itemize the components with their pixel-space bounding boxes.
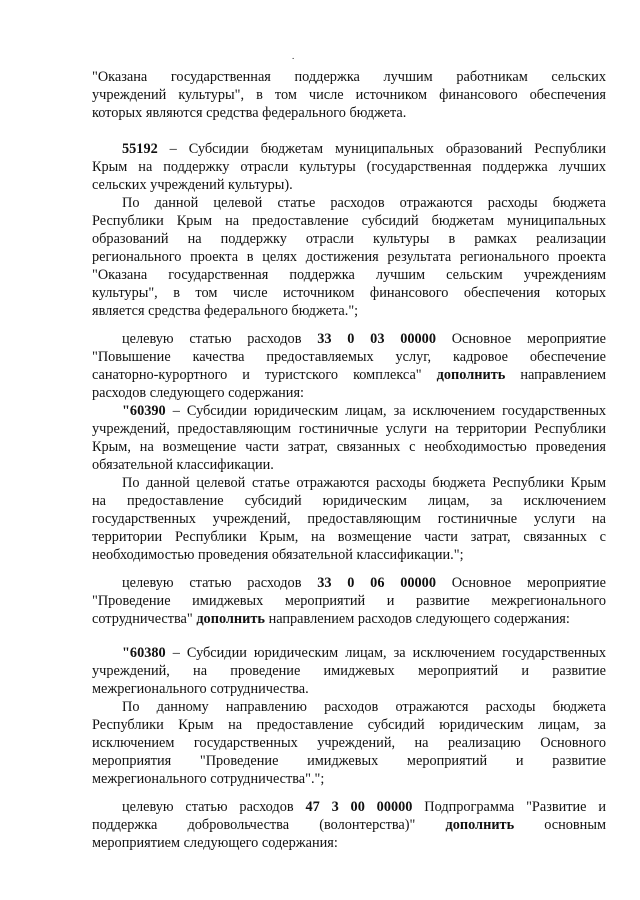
text-line: санаторно-курортного и туристского комплекса" дополнить направлением: [92, 367, 606, 383]
text-line: мероприятия "Проведение имиджевых мероприятий и развитие: [92, 753, 606, 769]
text-line: "60390 – Субсидии юридическим лицам, за исключением государственных: [122, 403, 606, 419]
text-line: По данной целевой статье отражаются расходы бюджета Республики Крым: [122, 475, 606, 491]
text-line: По данному направлению расходов отражаются расходы бюджета: [122, 699, 606, 715]
text-line: "Оказана государственная поддержка лучшим сельским учреждениям: [92, 267, 606, 283]
text-line: территории Республики Крым, на возмещение части затрат, связанных с: [92, 529, 606, 545]
text-line: Республики Крым на предоставление субсидий юридическим лицам, за: [92, 717, 606, 733]
text-line: По данной целевой статье расходов отражаются расходы бюджета: [122, 195, 606, 211]
budget-code: 33 0 03 00000: [317, 331, 436, 347]
text-line: образований на поддержку отрасли культуры в рамках реализации: [92, 231, 606, 247]
budget-code: 47 3 00 00000: [305, 799, 413, 815]
text-line: исключением государственных учреждений, на реализацию Основного: [92, 735, 606, 751]
text-line: государственных учреждений, предоставляющим гостиничные услуги на: [92, 511, 606, 527]
text-line: учреждений, предоставляющим гостиничные услуги на территории Республики: [92, 421, 606, 437]
budget-code: 55192: [122, 141, 158, 157]
text-line: сельских учреждений культуры).: [92, 177, 293, 193]
text-line: является средства федерального бюджета.";: [92, 303, 359, 319]
budget-code: "60390: [122, 403, 166, 419]
text-line: обязательной классификации.: [92, 457, 274, 473]
text-line: которых являются средства федерального бюджета.: [92, 105, 407, 121]
text-line: Крым, на возмещение части затрат, связанных с необходимостью проведения: [92, 439, 606, 455]
text-line: целевую статью расходов 33 0 06 00000 Основное мероприятие: [122, 575, 606, 591]
text-line: учреждений культуры", в том числе источником финансового обеспечения: [92, 87, 606, 103]
text-line: "Проведение имиджевых мероприятий и развитие межрегионального: [92, 593, 606, 609]
budget-code: 33 0 06 00000: [317, 575, 436, 591]
text-line: учреждений, на проведение имиджевых мероприятий и развитие: [92, 663, 606, 679]
page-mark: .: [292, 51, 295, 61]
keyword-add: дополнить: [196, 611, 265, 627]
text-line: "Повышение качества предоставляемых услуг, кадровое обеспечение: [92, 349, 606, 365]
text-line: поддержка добровольчества (волонтерства)" дополнить основным: [92, 817, 606, 833]
text-line: межрегионального сотрудничества".";: [92, 771, 325, 787]
text-line: целевую статью расходов 33 0 03 00000 Основное мероприятие: [122, 331, 606, 347]
text-line: необходимостью проведения обязательной классификации.";: [92, 547, 464, 563]
text-line: целевую статью расходов 47 3 00 00000 Подпрограмма "Развитие и: [122, 799, 606, 815]
keyword-add: дополнить: [436, 367, 506, 383]
keyword-add: дополнить: [445, 817, 515, 833]
text-line: Крым на поддержку отрасли культуры (государственная поддержка лучших: [92, 159, 606, 175]
text-line: 55192 – Субсидии бюджетам муниципальных образований Республики: [122, 141, 606, 157]
text-line: на предоставление субсидий юридическим лицам, за исключением: [92, 493, 606, 509]
text-line: мероприятием следующего содержания:: [92, 835, 338, 851]
text-line: межрегионального сотрудничества.: [92, 681, 309, 697]
text-line: культуры", в том числе источником финансового обеспечения которых: [92, 285, 606, 301]
text-line: расходов следующего содержания:: [92, 385, 304, 401]
budget-code: "60380: [122, 645, 166, 661]
text-line: "60380 – Субсидии юридическим лицам, за исключением государственных: [122, 645, 606, 661]
text-line: сотрудничества" дополнить направлением расходов следующего содержания:: [92, 611, 570, 627]
text-line: регионального проекта в целях достижения результата регионального проекта: [92, 249, 606, 265]
text-line: Республики Крым на предоставление субсидий бюджетам муниципальных: [92, 213, 606, 229]
text-line: "Оказана государственная поддержка лучшим работникам сельских: [92, 69, 606, 85]
